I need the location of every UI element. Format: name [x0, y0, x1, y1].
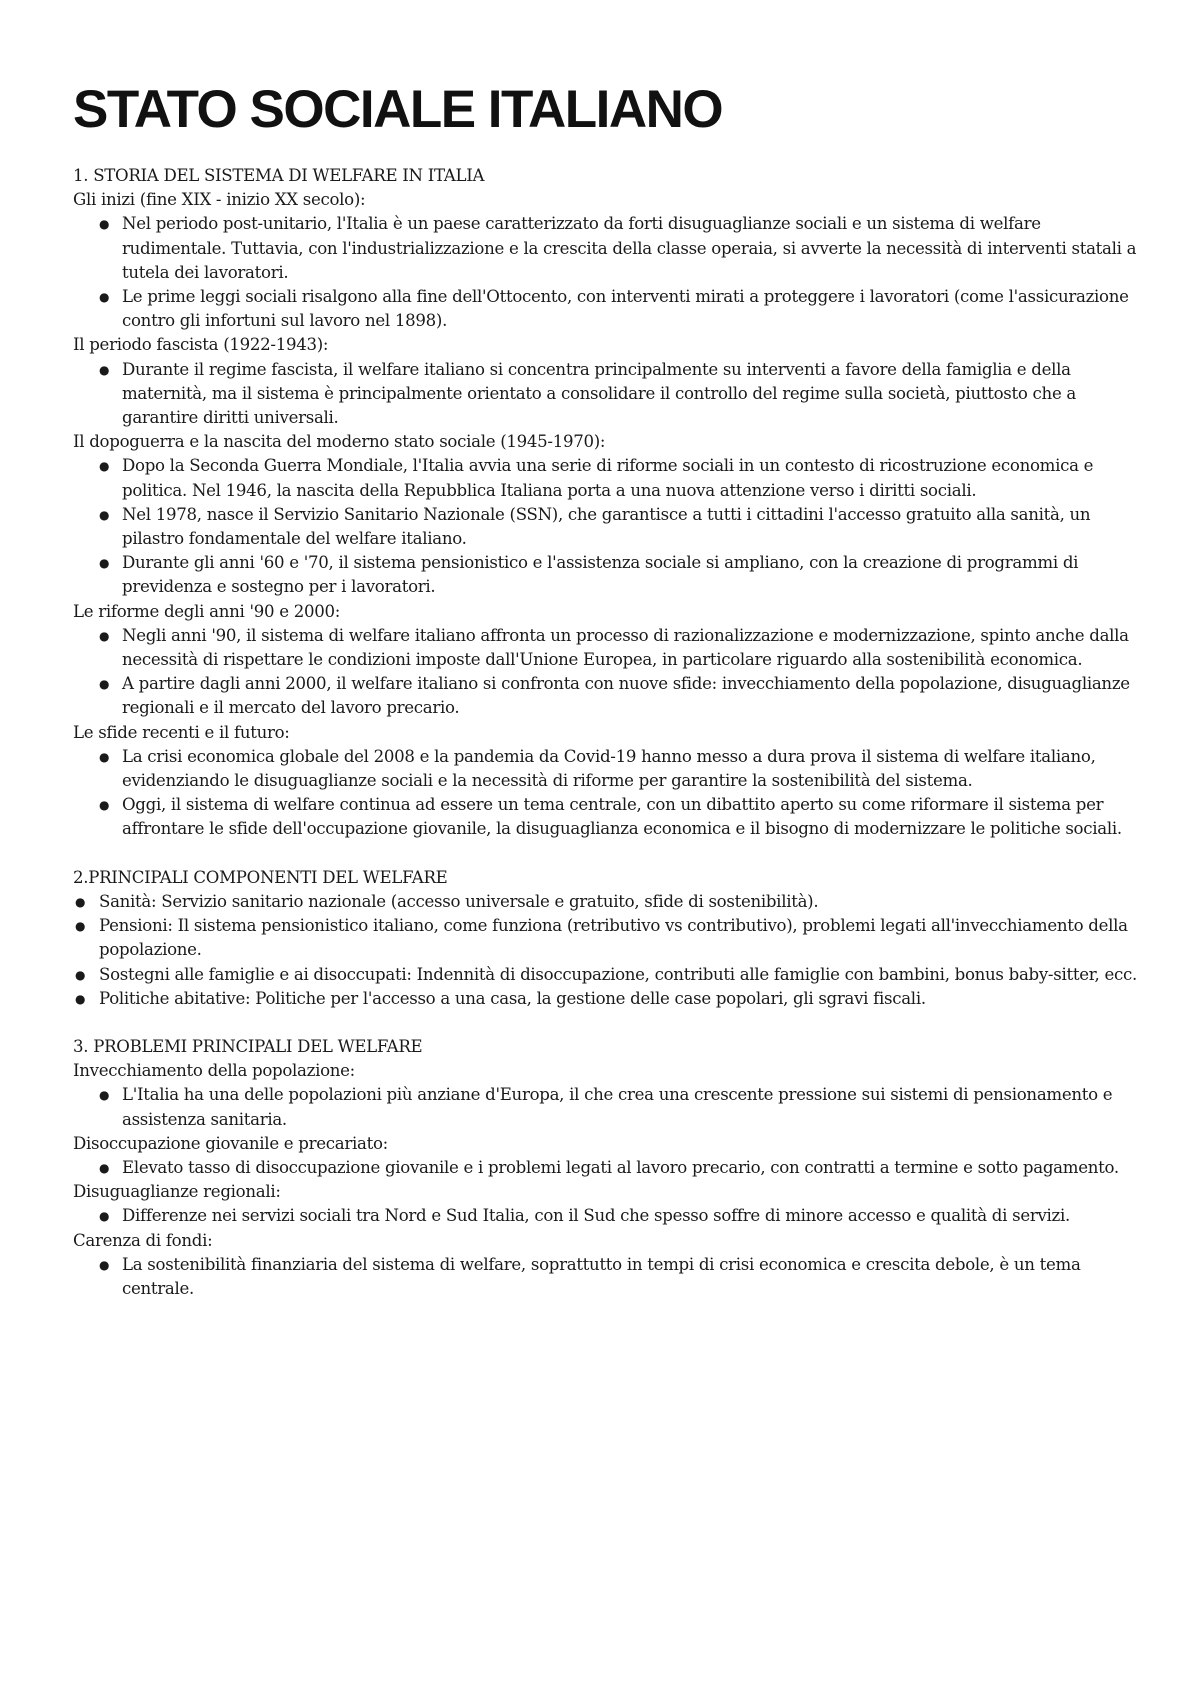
list-item	[73, 793, 1143, 841]
list-item-text: Durante il regime fascista, il welfare italiano si concentra principalmente su interventi a favore della famiglia e della maternità, ma il sistema è principalmente orientato a consolidare il controllo del regime sulla società, piuttosto che a garantire diritti universali.	[122, 359, 1077, 428]
sub-heading: Il periodo fascista (1922-1943):	[73, 335, 329, 355]
list-item	[73, 285, 1143, 333]
sub-heading: Invecchiamento della popolazione:	[73, 1061, 355, 1081]
list-item-text: A partire dagli anni 2000, il welfare italiano si confronta con nuove sfide: invecchiamento della popolazione, disuguaglianze regionali e il mercato del lavoro precario.	[122, 674, 1130, 718]
bullet-icon: ●	[99, 1257, 110, 1272]
list-item	[73, 551, 1143, 599]
list-item	[73, 963, 1143, 987]
bullet-icon: ●	[99, 556, 110, 571]
list-item	[73, 624, 1143, 672]
bullet-list	[73, 745, 1143, 842]
bullet-list	[73, 1083, 1143, 1131]
sub-heading: Disuguaglianze regionali:	[73, 1182, 281, 1202]
bullet-icon: ●	[99, 290, 110, 305]
list-item	[73, 1204, 1143, 1228]
list-item	[73, 454, 1143, 502]
list-item-text: Durante gli anni '60 e '70, il sistema pensionistico e l'assistenza sociale si ampliano, con la creazione di programmi di previdenza e sostegno per i lavoratori.	[122, 553, 1079, 597]
list-item	[73, 745, 1143, 793]
bullet-list	[73, 1156, 1143, 1180]
bullet-icon: ●	[99, 1160, 110, 1175]
list-item-text: Sostegni alle famiglie e ai disoccupati: Indennità di disoccupazione, contributi alle famiglie con bambini, bonus baby-sitter, ecc.	[99, 964, 1137, 984]
list-item-text: Differenze nei servizi sociali tra Nord e Sud Italia, con il Sud che spesso soffre di minore accesso e qualità di servizi.	[122, 1206, 1070, 1226]
section-components	[73, 866, 1143, 1011]
list-item-text: Politiche abitative: Politiche per l'accesso a una casa, la gestione delle case popolari, gli sgravi fiscali.	[99, 988, 926, 1008]
list-item-text: Elevato tasso di disoccupazione giovanile e i problemi legati al lavoro precario, con contratti a termine e sotto pagamento.	[122, 1157, 1119, 1177]
sub-heading: Le sfide recenti e il futuro:	[73, 722, 290, 742]
bullet-icon: ●	[99, 507, 110, 522]
bullet-list	[73, 890, 1143, 1011]
list-item	[73, 358, 1143, 431]
section-heading: 2.PRINCIPALI COMPONENTI DEL WELFARE	[73, 867, 448, 887]
bullet-list	[73, 212, 1143, 333]
list-item-text: Pensioni: Il sistema pensionistico italiano, come funziona (retributivo vs contributivo), problemi legati all'invecchiamento della popolazione.	[99, 916, 1128, 960]
bullet-icon: ●	[75, 919, 86, 934]
list-item-text: Le prime leggi sociali risalgono alla fine dell'Ottocento, con interventi mirati a proteggere i lavoratori (come l'assicurazione contro gli infortuni sul lavoro nel 1898).	[122, 287, 1129, 331]
list-item-text: La sostenibilità finanziaria del sistema di welfare, soprattutto in tempi di crisi economica e crescita debole, è un tema centrale.	[122, 1254, 1081, 1298]
section-heading: 3. PROBLEMI PRINCIPALI DEL WELFARE	[73, 1036, 423, 1056]
bullet-list	[73, 624, 1143, 721]
section-history	[73, 164, 1143, 842]
bullet-list	[73, 1253, 1143, 1301]
list-item-text: Oggi, il sistema di welfare continua ad essere un tema centrale, con un dibattito aperto su come riformare il sistema per affrontare le sfide dell'occupazione giovanile, la disuguaglianza economica e il bisogno di modernizzare le politiche sociali.	[122, 795, 1122, 839]
bullet-icon: ●	[99, 749, 110, 764]
bullet-icon: ●	[99, 798, 110, 813]
bullet-icon: ●	[99, 628, 110, 643]
list-item	[73, 1253, 1143, 1301]
bullet-icon: ●	[75, 894, 86, 909]
list-item	[73, 1083, 1143, 1131]
list-item-text: La crisi economica globale del 2008 e la pandemia da Covid-19 hanno messo a dura prova il sistema di welfare italiano, evidenziando le disuguaglianze sociali e la necessità di riforme per garantire la sostenibilità del sistema.	[122, 746, 1096, 791]
bullet-icon: ●	[99, 1209, 110, 1224]
bullet-icon: ●	[75, 967, 86, 982]
bullet-list	[73, 358, 1143, 431]
document-title: STATO SOCIALE ITALIANO	[73, 80, 723, 139]
sub-heading: Gli inizi (fine XIX - inizio XX secolo):	[73, 190, 366, 210]
list-item-text: Nel 1978, nasce il Servizio Sanitario Nazionale (SSN), che garantisce a tutti i cittadini l'accesso gratuito alla sanità, un pilastro fondamentale del welfare italiano.	[122, 504, 1091, 549]
list-item	[73, 212, 1143, 285]
list-item-text: Sanità: Servizio sanitario nazionale (accesso universale e gratuito, sfide di sostenibilità).	[99, 891, 819, 911]
bullet-icon: ●	[99, 362, 110, 377]
document-page	[73, 80, 1143, 1301]
sub-heading: Le riforme degli anni '90 e 2000:	[73, 601, 341, 621]
list-item-text: Nel periodo post-unitario, l'Italia è un paese caratterizzato da forti disuguaglianze sociali e un sistema di welfare rudimentale. Tuttavia, con l'industrializzazione e la crescita della classe operaia, si avverte la necessità di interventi statali a tutela dei lavoratori.	[122, 214, 1137, 282]
list-item-text: Dopo la Seconda Guerra Mondiale, l'Italia avvia una serie di riforme sociali in un contesto di ricostruzione economica e politica. Nel 1946, la nascita della Repubblica Italiana porta a una nuova attenzione verso i diritti sociali.	[122, 456, 1094, 500]
section-heading: 1. STORIA DEL SISTEMA DI WELFARE IN ITALIA	[73, 166, 485, 185]
list-item	[73, 987, 1143, 1011]
bullet-icon: ●	[99, 1088, 110, 1103]
sub-heading: Il dopoguerra e la nascita del moderno stato sociale (1945-1970):	[73, 432, 606, 452]
bullet-icon: ●	[75, 991, 86, 1006]
bullet-icon: ●	[99, 459, 110, 474]
bullet-list	[73, 1204, 1143, 1228]
list-item	[73, 503, 1143, 551]
bullet-list	[73, 454, 1143, 599]
section-problems	[73, 1035, 1143, 1301]
list-item	[73, 1156, 1143, 1180]
bullet-icon: ●	[99, 217, 110, 232]
list-item-text: Negli anni '90, il sistema di welfare italiano affronta un processo di razionalizzazione e modernizzazione, spinto anche dalla necessità di rispettare le condizioni imposte dall'Unione Europea, in particolare riguardo alla sostenibilità economica.	[122, 625, 1129, 670]
sub-heading: Disoccupazione giovanile e precariato:	[73, 1133, 388, 1153]
list-item-text: L'Italia ha una delle popolazioni più anziane d'Europa, il che crea una crescente pressione sui sistemi di pensionamento e assistenza sanitaria.	[122, 1085, 1113, 1129]
bullet-icon: ●	[99, 677, 110, 692]
list-item	[73, 672, 1143, 720]
sub-heading: Carenza di fondi:	[73, 1230, 213, 1250]
list-item	[73, 890, 1143, 914]
list-item	[73, 914, 1143, 962]
